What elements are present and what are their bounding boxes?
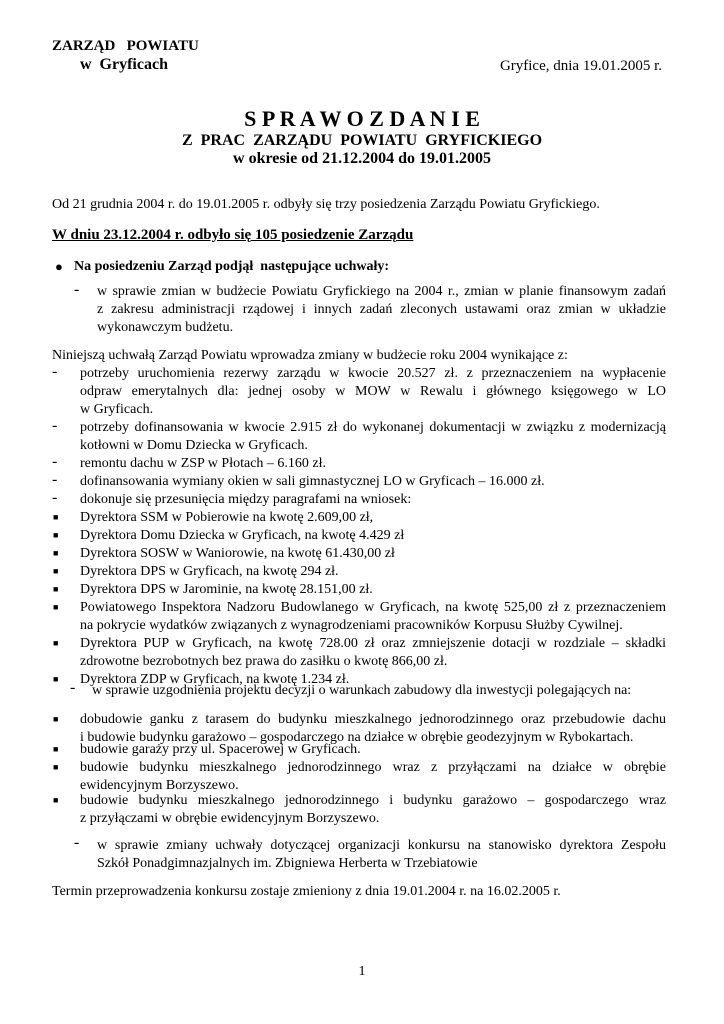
budget-item-reserve-line3: w Gryficach. — [80, 402, 154, 417]
org-name-line1: ZARZĄD POWIATU — [52, 38, 199, 54]
investment-house2-line1: budowie budynku mieszkalnego jednorodzinnego i budynku garażowo – gospodarczego wraz — [80, 793, 666, 808]
investment-porch-line1: dobudowie ganku z tarasem do budynku mieszkalnego jednorodzinnego oraz przebudowie dachu — [80, 712, 666, 727]
investment-house2-line2: z przyłączami w obrębie ewidencyjnym Borzyszewo. — [80, 811, 380, 826]
investment-house1-line1: budowie budynku mieszkalnego jednorodzinnego wraz z przyłączami na działce w obrębie — [80, 760, 666, 775]
resolution-contest-line2: Szkół Ponadgimnazjalnych im. Zbigniewa Herberta w Trzebiatowie — [97, 856, 478, 871]
budget-item-boiler-line2: kotłowni w Domu Dziecka w Gryficach. — [80, 438, 308, 453]
intro-paragraph: Od 21 grudnia 2004 r. do 19.01.2005 r. odbyły się trzy posiedzenia Zarządu Powiatu Gryfickiego. — [52, 197, 600, 212]
resolution-budget-line1: w sprawie zmian w budżecie Powiatu Gryfickiego na 2004 r., zmian w planie finansowym zadań — [97, 284, 666, 299]
resolution-contest-line1: w sprawie zmiany uchwały dotyczącej organizacji konkursu na stanowisko dyrektora Zespołu — [97, 838, 666, 853]
budget-item-windows: dofinansowania wymiany okien w sali gimnastycznej LO w Gryficach – 16.000 zł. — [80, 474, 545, 489]
dash-icon: - — [52, 363, 58, 380]
budget-intro: Niniejszą uchwałą Zarząd Powiatu wprowadza zmiany w budżecie roku 2004 wynikające z: — [52, 348, 568, 363]
dash-icon: - — [52, 489, 58, 506]
budget-item-boiler-line1: potrzeby dofinansowania w kwocie 2.915 zł do wykonanej dokumentacji w związku z modernizacją — [80, 420, 666, 435]
resolution-zoning: w sprawie uzgodnienia projektu decyzji o warunkach zabudowy dla inwestycji polegających na: — [92, 683, 632, 698]
dash-icon: - — [74, 834, 80, 851]
place-date: Gryfice, dnia 19.01.2005 r. — [499, 58, 662, 74]
resolutions-heading: Na posiedzeniu Zarząd podjął następujące uchwały: — [74, 259, 390, 274]
dash-icon: - — [52, 453, 58, 470]
square-bullet-icon: ■ — [53, 602, 59, 612]
request-children-home: Dyrektora Domu Dziecka w Gryficach, na kwotę 4.429 zł — [80, 528, 405, 543]
dash-icon: - — [52, 417, 58, 434]
request-zdp: Dyrektora ZDP w Gryficach, na kwotę 1.234 zł. — [80, 672, 350, 687]
request-dps-gryfice: Dyrektora DPS w Gryficach, na kwotę 294 zł. — [80, 564, 339, 579]
resolution-budget-line2: z zakresu administracji rządowej i innych zadań zleconych ustawami oraz zmian w układzie — [97, 302, 666, 317]
resolution-budget-line3: wykonawczym budżetu. — [97, 320, 234, 335]
page-number: 1 — [358, 964, 366, 979]
report-period: w okresie od 21.12.2004 do 19.01.2005 — [233, 150, 491, 167]
org-name-line2: w Gryficach — [80, 56, 168, 73]
investment-house1-line2: ewidencyjnym Borzyszewo. — [80, 778, 239, 793]
request-ssm: Dyrektora SSM w Pobierowie na kwotę 2.609,00 zł, — [80, 510, 374, 525]
square-bullet-icon: ■ — [53, 795, 59, 805]
dash-icon: - — [52, 471, 58, 488]
request-pup-line1: Dyrektora PUP w Gryficach, na kwotę 728.00 zł oraz zmniejszenie dotacji w rozdziale – składki — [80, 636, 666, 651]
square-bullet-icon: ■ — [53, 548, 59, 558]
investment-porch-line2: i budowie budynku garażowo – gospodarczego na działce w obrębie geodezyjnym w Rybokartach. — [80, 730, 634, 745]
report-subtitle: Z PRAC ZARZĄDU POWIATU GRYFICKIEGO — [181, 132, 543, 149]
request-pup-line2: zdrowotne bezrobotnych bez prawa do zasiłku o kwotę 866,00 zł. — [80, 654, 448, 669]
square-bullet-icon: ■ — [53, 530, 59, 540]
closing-paragraph: Termin przeprowadzenia konkursu zostaje zmieniony z dnia 19.01.2004 r. na 16.02.2005 r. — [52, 884, 561, 899]
budget-item-roof: remontu dachu w ZSP w Płotach – 6.160 zł. — [80, 456, 327, 471]
budget-item-reserve-line1: potrzeby uruchomienia rezerwy zarządu w kwocie 20.527 zł. z przeznaczeniem na wypłacenie — [80, 366, 666, 381]
square-bullet-icon: ■ — [53, 512, 59, 522]
square-bullet-icon: ■ — [53, 566, 59, 576]
investment-garages: budowie garaży przy ul. Spacerowej w Gryficach. — [80, 742, 361, 757]
budget-item-reserve-line2: odpraw emerytalnych dla: jednej osoby w MOW w Rewalu i głównego księgowego w LO — [80, 384, 666, 399]
square-bullet-icon: ■ — [53, 674, 59, 684]
request-pinb-line2: na pokrycie wydatków związanych z wynagrodzeniami pracowników Korpusu Służby Cywilnej. — [80, 618, 623, 633]
square-bullet-icon: ■ — [53, 744, 59, 754]
bullet-icon: ● — [55, 259, 63, 274]
section-heading: W dniu 23.12.2004 r. odbyło się 105 posiedzenie Zarządu — [52, 227, 414, 243]
request-sosw: Dyrektora SOSW w Waniorowie, na kwotę 61.430,00 zł — [80, 546, 395, 561]
dash-icon: - — [70, 679, 76, 696]
square-bullet-icon: ■ — [53, 714, 59, 724]
request-dps-jaromin: Dyrektora DPS w Jarominie, na kwotę 28.151,00 zł. — [80, 582, 373, 597]
report-title: S P R A W O Z D A N I E — [244, 106, 480, 131]
square-bullet-icon: ■ — [53, 584, 59, 594]
square-bullet-icon: ■ — [53, 638, 59, 648]
square-bullet-icon: ■ — [53, 762, 59, 772]
budget-item-transfers: dokonuje się przesunięcia między paragrafami na wniosek: — [80, 492, 412, 507]
dash-icon: - — [74, 281, 80, 298]
request-pinb-line1: Powiatowego Inspektora Nadzoru Budowlanego w Gryficach, na kwotę 525,00 zł z przeznaczeniem — [80, 600, 666, 615]
